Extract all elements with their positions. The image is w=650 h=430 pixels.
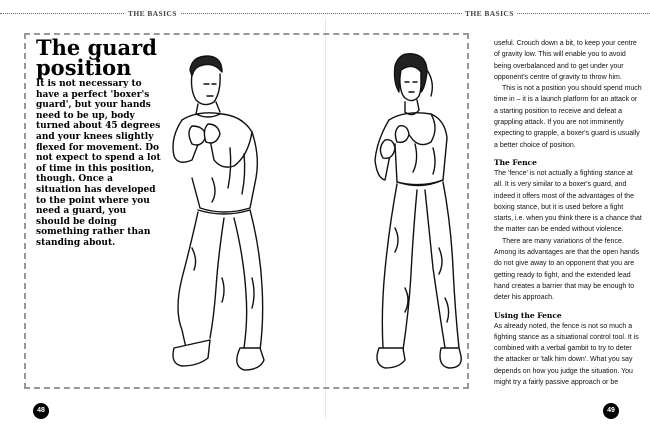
header-dotted-rule [0, 13, 650, 14]
woman-in-guard-stance-icon [355, 48, 463, 386]
man-in-guard-stance-icon [152, 48, 272, 386]
body-paragraph: As already noted, the fence is not so much a fighting stance as a situational control tool. It is combined with a verbal gambit to try to deter the attacker or 'talk him down'. What you say depends on how you judge the situation. You might try a fairly passive approach or be [494, 322, 639, 387]
body-paragraph: This is not a position you should spend much time in – it is a launch platform for an attack or a starting position to receive and defeat a grappling attack. If you are not imminently expecting to grapple, a boxer's guard is usually a better choice of position. [494, 85, 642, 149]
intro-paragraph: It is not necessary to have a perfect 'boxer's guard', but your hands need to be up, body turned about 45 degrees and your knees slightly flexed for movement. Do not expect to spend a lot of time in this position, though. Once a situation has developed to the point where you need a guard, you should be doing something rather than standing about. [36, 79, 161, 248]
running-head-right: THE BASICS [462, 9, 517, 18]
body-paragraph: useful. Crouch down a bit, to keep your centre of gravity low. This will enable you to avoid being overbalanced and to get under your opponent's centre of gravity to throw him. [494, 40, 637, 81]
running-head-left: THE BASICS [125, 9, 180, 18]
page-number-right: 49 [603, 403, 619, 419]
page-number-left: 48 [33, 403, 49, 419]
section-heading-using-the-fence: Using the Fence [494, 310, 562, 320]
body-paragraph: There are many variations of the fence. Among its advantages are that the open hands do not give away to an opponent that you are getting ready to fight, and the extended lead hand creates a barrier that may be enough to deter his approach. [494, 237, 640, 302]
section-heading-the-fence: The Fence [494, 157, 537, 167]
body-paragraph: The 'fence' is not actually a fighting stance at all. It is very similar to a boxer's guard, and indeed it offers most of the advantages of the boxing stance, but it is used before a fight starts, i.e. when you think there is a chance that the matter can be ended without violence. [494, 169, 642, 234]
right-page-text-column [494, 38, 642, 388]
page-title: The guard position [36, 35, 157, 80]
